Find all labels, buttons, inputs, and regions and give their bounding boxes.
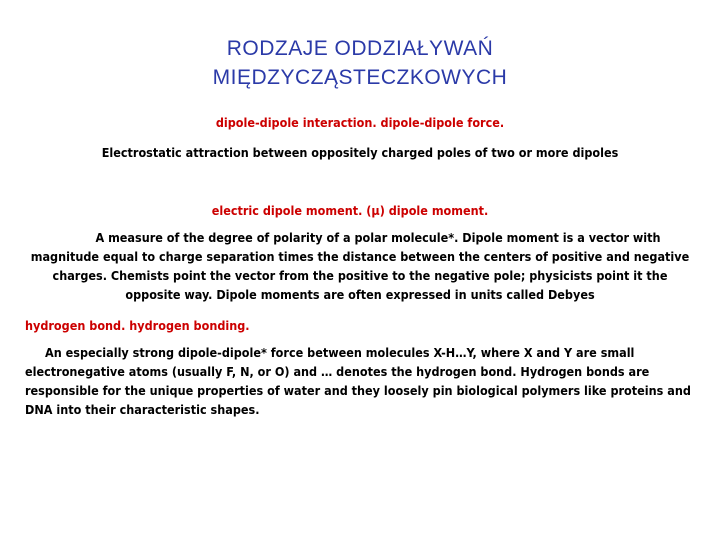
term-dipole-moment: electric dipole moment. (µ) dipole moment. — [211, 203, 489, 218]
definition-dipole-moment: A measure of the degree of polarity of a polar molecule*. Dipole moment is a vector with magnitude equal to charge separation times the distance between the centers of positive and negative charges. Chemists point the vector from the positive to the negative pole; physicists point it the opposite way. Dipole moments are often expressed in units called Debyes — [30, 230, 690, 302]
term-dipole-dipole: dipole-dipole interaction. dipole-dipole force. — [215, 115, 505, 130]
title-line-1: RODZAJE ODDZIAŁYWAŃ — [226, 37, 494, 60]
definition-dipole-dipole: Electrostatic attraction between oppositely charged poles of two or more dipoles — [101, 145, 619, 160]
term-hydrogen-bond: hydrogen bond. hydrogen bonding. — [25, 318, 250, 333]
definition-hydrogen-bond: An especially strong dipole-dipole* force between molecules X-H…Y, where X and Y are small electronegative atoms (usually F, N, or O) and … denotes the hydrogen bond. Hydrogen bonds are responsible for the unique properties of water and they loosely pin biological polymers like proteins and DNA into their characteristic shapes. — [25, 345, 691, 417]
title-line-2: MIĘDZYCZĄSTECZKOWYCH — [212, 66, 508, 89]
slide-title — [0, 34, 720, 92]
